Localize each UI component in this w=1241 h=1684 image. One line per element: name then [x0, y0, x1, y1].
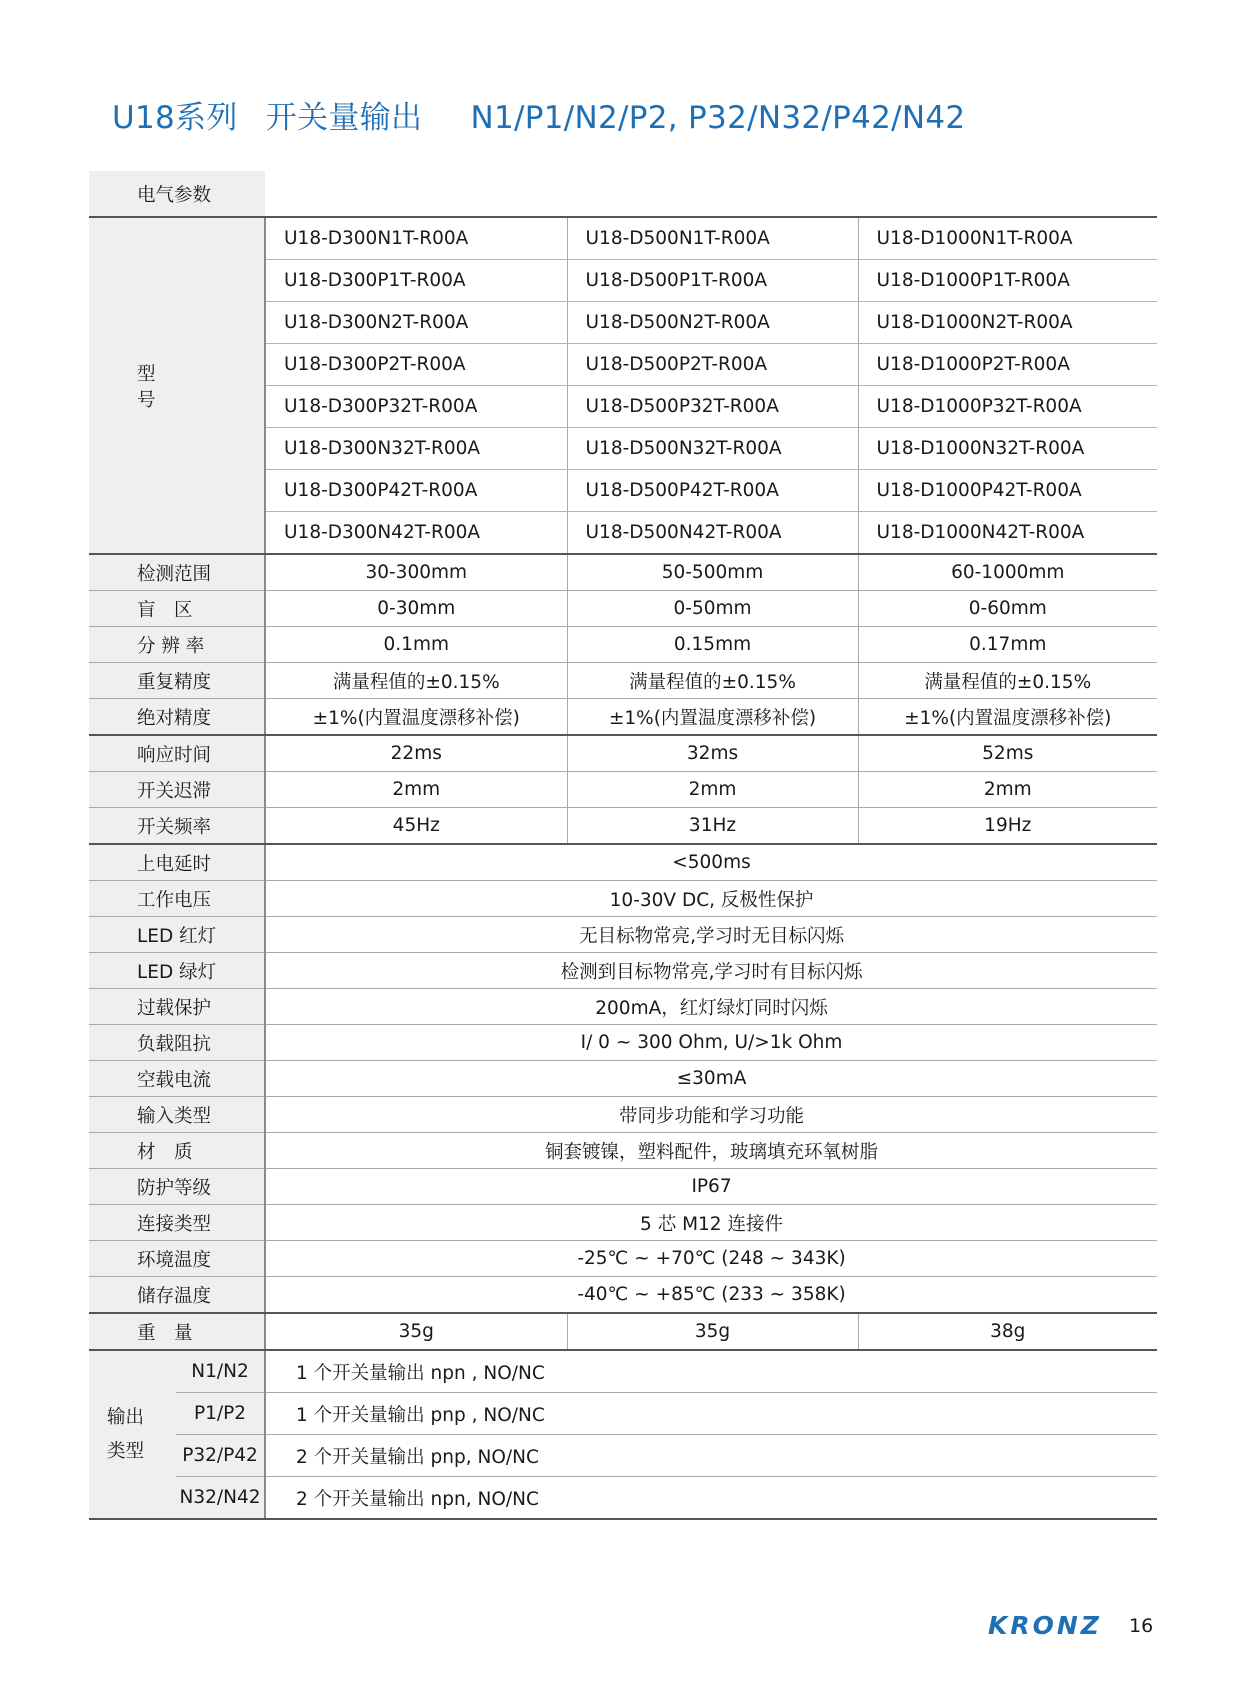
model-cell: U18-D500N42T-R00A — [567, 512, 858, 555]
output-row — [89, 1435, 1157, 1477]
spec-row — [89, 917, 1157, 953]
spec-row — [89, 844, 1157, 881]
spec-label: 负载阻抗 — [89, 1025, 265, 1061]
output-key: N32/N42 — [176, 1477, 265, 1520]
spec-row — [89, 1241, 1157, 1277]
spec-label: 过载保护 — [89, 989, 265, 1025]
output-type-label — [89, 1350, 176, 1519]
spec-value: 2mm — [265, 772, 567, 808]
model-cell: U18-D1000P32T-R00A — [858, 386, 1157, 428]
spec-value: 50-500mm — [567, 554, 858, 591]
spec-value: 无目标物常亮,学习时无目标闪烁 — [265, 917, 1157, 953]
spec-value: <500ms — [265, 844, 1157, 881]
brand-logo: KRONZ — [988, 1611, 1102, 1640]
model-cell: U18-D300N32T-R00A — [265, 428, 567, 470]
spec-label: 工作电压 — [89, 881, 265, 917]
spec-row — [89, 1277, 1157, 1314]
weight-label: 重 量 — [89, 1313, 265, 1350]
spec-value: 检测到目标物常亮,学习时有目标闪烁 — [265, 953, 1157, 989]
spec-value: 200mA，红灯绿灯同时闪烁 — [265, 989, 1157, 1025]
spec-value: 32ms — [567, 735, 858, 772]
spec-row — [89, 1169, 1157, 1205]
output-label-line2: 类型 — [107, 1440, 145, 1462]
spec-row — [89, 663, 1157, 699]
page-title — [112, 92, 983, 137]
title-output: 开关量输出 — [265, 100, 423, 136]
output-value: 2 个开关量输出 pnp, NO/NC — [265, 1435, 1157, 1477]
spec-label: 上电延时 — [89, 844, 265, 881]
title-codes: N1/P1/N2/P2, P32/N32/P42/N42 — [470, 100, 966, 136]
spec-label: 重复精度 — [89, 663, 265, 699]
spec-row — [89, 881, 1157, 917]
weight-row — [89, 1313, 1157, 1350]
spec-value: 满量程值的±0.15% — [858, 663, 1157, 699]
spec-value: 满量程值的±0.15% — [265, 663, 567, 699]
model-cell: U18-D1000N1T-R00A — [858, 217, 1157, 260]
spec-row — [89, 808, 1157, 845]
weight-value: 35g — [567, 1313, 858, 1350]
spec-table — [89, 171, 1157, 1520]
spec-row — [89, 591, 1157, 627]
spec-label: 响应时间 — [89, 735, 265, 772]
spec-value: 30-300mm — [265, 554, 567, 591]
model-cell: U18-D300P2T-R00A — [265, 344, 567, 386]
spec-value: IP67 — [265, 1169, 1157, 1205]
model-label: 型 号 — [89, 217, 265, 554]
spec-value: 0.1mm — [265, 627, 567, 663]
model-cell: U18-D1000P1T-R00A — [858, 260, 1157, 302]
model-cell: U18-D500N2T-R00A — [567, 302, 858, 344]
spec-row — [89, 735, 1157, 772]
spec-value: 45Hz — [265, 808, 567, 845]
spec-value: ≤30mA — [265, 1061, 1157, 1097]
spec-row — [89, 1133, 1157, 1169]
model-cell: U18-D300N2T-R00A — [265, 302, 567, 344]
model-cell: U18-D300N42T-R00A — [265, 512, 567, 555]
output-value: 1 个开关量输出 npn , NO/NC — [265, 1350, 1157, 1393]
spec-label: 连接类型 — [89, 1205, 265, 1241]
table-header: 电气参数 — [89, 171, 265, 217]
page-number: 16 — [1129, 1615, 1154, 1637]
spec-row — [89, 627, 1157, 663]
spec-value: ±1%(内置温度漂移补偿) — [858, 699, 1157, 736]
model-cell: U18-D500P2T-R00A — [567, 344, 858, 386]
title-series: U18系列 — [112, 100, 238, 136]
model-cell: U18-D1000N2T-R00A — [858, 302, 1157, 344]
spec-value: 铜套镀镍，塑料配件，玻璃填充环氧树脂 — [265, 1133, 1157, 1169]
spec-value: 52ms — [858, 735, 1157, 772]
output-row — [89, 1393, 1157, 1435]
model-cell: U18-D300P1T-R00A — [265, 260, 567, 302]
model-cell: U18-D500P1T-R00A — [567, 260, 858, 302]
spec-row — [89, 699, 1157, 736]
spec-value: 10-30V DC, 反极性保护 — [265, 881, 1157, 917]
spec-value: 0-60mm — [858, 591, 1157, 627]
spec-row — [89, 1061, 1157, 1097]
model-cell: U18-D300P32T-R00A — [265, 386, 567, 428]
spec-value: 带同步功能和学习功能 — [265, 1097, 1157, 1133]
spec-label: 开关迟滞 — [89, 772, 265, 808]
model-row — [89, 217, 1157, 260]
spec-label: LED 红灯 — [89, 917, 265, 953]
output-label-line1: 输出 — [107, 1406, 145, 1428]
spec-row — [89, 953, 1157, 989]
model-cell: U18-D300N1T-R00A — [265, 217, 567, 260]
spec-value: 60-1000mm — [858, 554, 1157, 591]
output-key: P1/P2 — [176, 1393, 265, 1435]
weight-value: 35g — [265, 1313, 567, 1350]
spec-value: I/ 0 ~ 300 Ohm, U/>1k Ohm — [265, 1025, 1157, 1061]
output-value: 2 个开关量输出 npn, NO/NC — [265, 1477, 1157, 1520]
model-cell: U18-D500P32T-R00A — [567, 386, 858, 428]
output-key: P32/P42 — [176, 1435, 265, 1477]
model-cell: U18-D300P42T-R00A — [265, 470, 567, 512]
weight-value: 38g — [858, 1313, 1157, 1350]
model-cell: U18-D1000P42T-R00A — [858, 470, 1157, 512]
spec-value: 22ms — [265, 735, 567, 772]
spec-value: ±1%(内置温度漂移补偿) — [265, 699, 567, 736]
header-row — [89, 171, 1157, 217]
output-key: N1/N2 — [176, 1350, 265, 1393]
spec-value: ±1%(内置温度漂移补偿) — [567, 699, 858, 736]
spec-label: 储存温度 — [89, 1277, 265, 1314]
spec-label: 防护等级 — [89, 1169, 265, 1205]
spec-value: 0-30mm — [265, 591, 567, 627]
spec-label: 绝对精度 — [89, 699, 265, 736]
spec-row — [89, 1205, 1157, 1241]
spec-label: 检测范围 — [89, 554, 265, 591]
spec-value: 19Hz — [858, 808, 1157, 845]
model-cell: U18-D500P42T-R00A — [567, 470, 858, 512]
spec-value: 0-50mm — [567, 591, 858, 627]
output-row — [89, 1477, 1157, 1520]
spec-label: 盲 区 — [89, 591, 265, 627]
spec-value: -40℃ ~ +85℃ (233 ~ 358K) — [265, 1277, 1157, 1314]
spec-label: 空载电流 — [89, 1061, 265, 1097]
spec-value: 2mm — [858, 772, 1157, 808]
spec-value: 0.17mm — [858, 627, 1157, 663]
spec-label: 输入类型 — [89, 1097, 265, 1133]
spec-label: 开关频率 — [89, 808, 265, 845]
spec-row — [89, 772, 1157, 808]
model-cell: U18-D1000P2T-R00A — [858, 344, 1157, 386]
spec-row — [89, 554, 1157, 591]
spec-row — [89, 1097, 1157, 1133]
model-cell: U18-D1000N32T-R00A — [858, 428, 1157, 470]
spec-value: 2mm — [567, 772, 858, 808]
spec-label: 分 辨 率 — [89, 627, 265, 663]
spec-label: LED 绿灯 — [89, 953, 265, 989]
spec-value: 0.15mm — [567, 627, 858, 663]
spec-value: -25℃ ~ +70℃ (248 ~ 343K) — [265, 1241, 1157, 1277]
model-cell: U18-D500N1T-R00A — [567, 217, 858, 260]
spec-value: 5 芯 M12 连接件 — [265, 1205, 1157, 1241]
spec-label: 环境温度 — [89, 1241, 265, 1277]
spec-value: 满量程值的±0.15% — [567, 663, 858, 699]
spec-row — [89, 989, 1157, 1025]
spec-row — [89, 1025, 1157, 1061]
model-cell: U18-D500N32T-R00A — [567, 428, 858, 470]
spec-label: 材 质 — [89, 1133, 265, 1169]
output-value: 1 个开关量输出 pnp , NO/NC — [265, 1393, 1157, 1435]
spec-value: 31Hz — [567, 808, 858, 845]
model-cell: U18-D1000N42T-R00A — [858, 512, 1157, 555]
output-row — [89, 1350, 1157, 1393]
